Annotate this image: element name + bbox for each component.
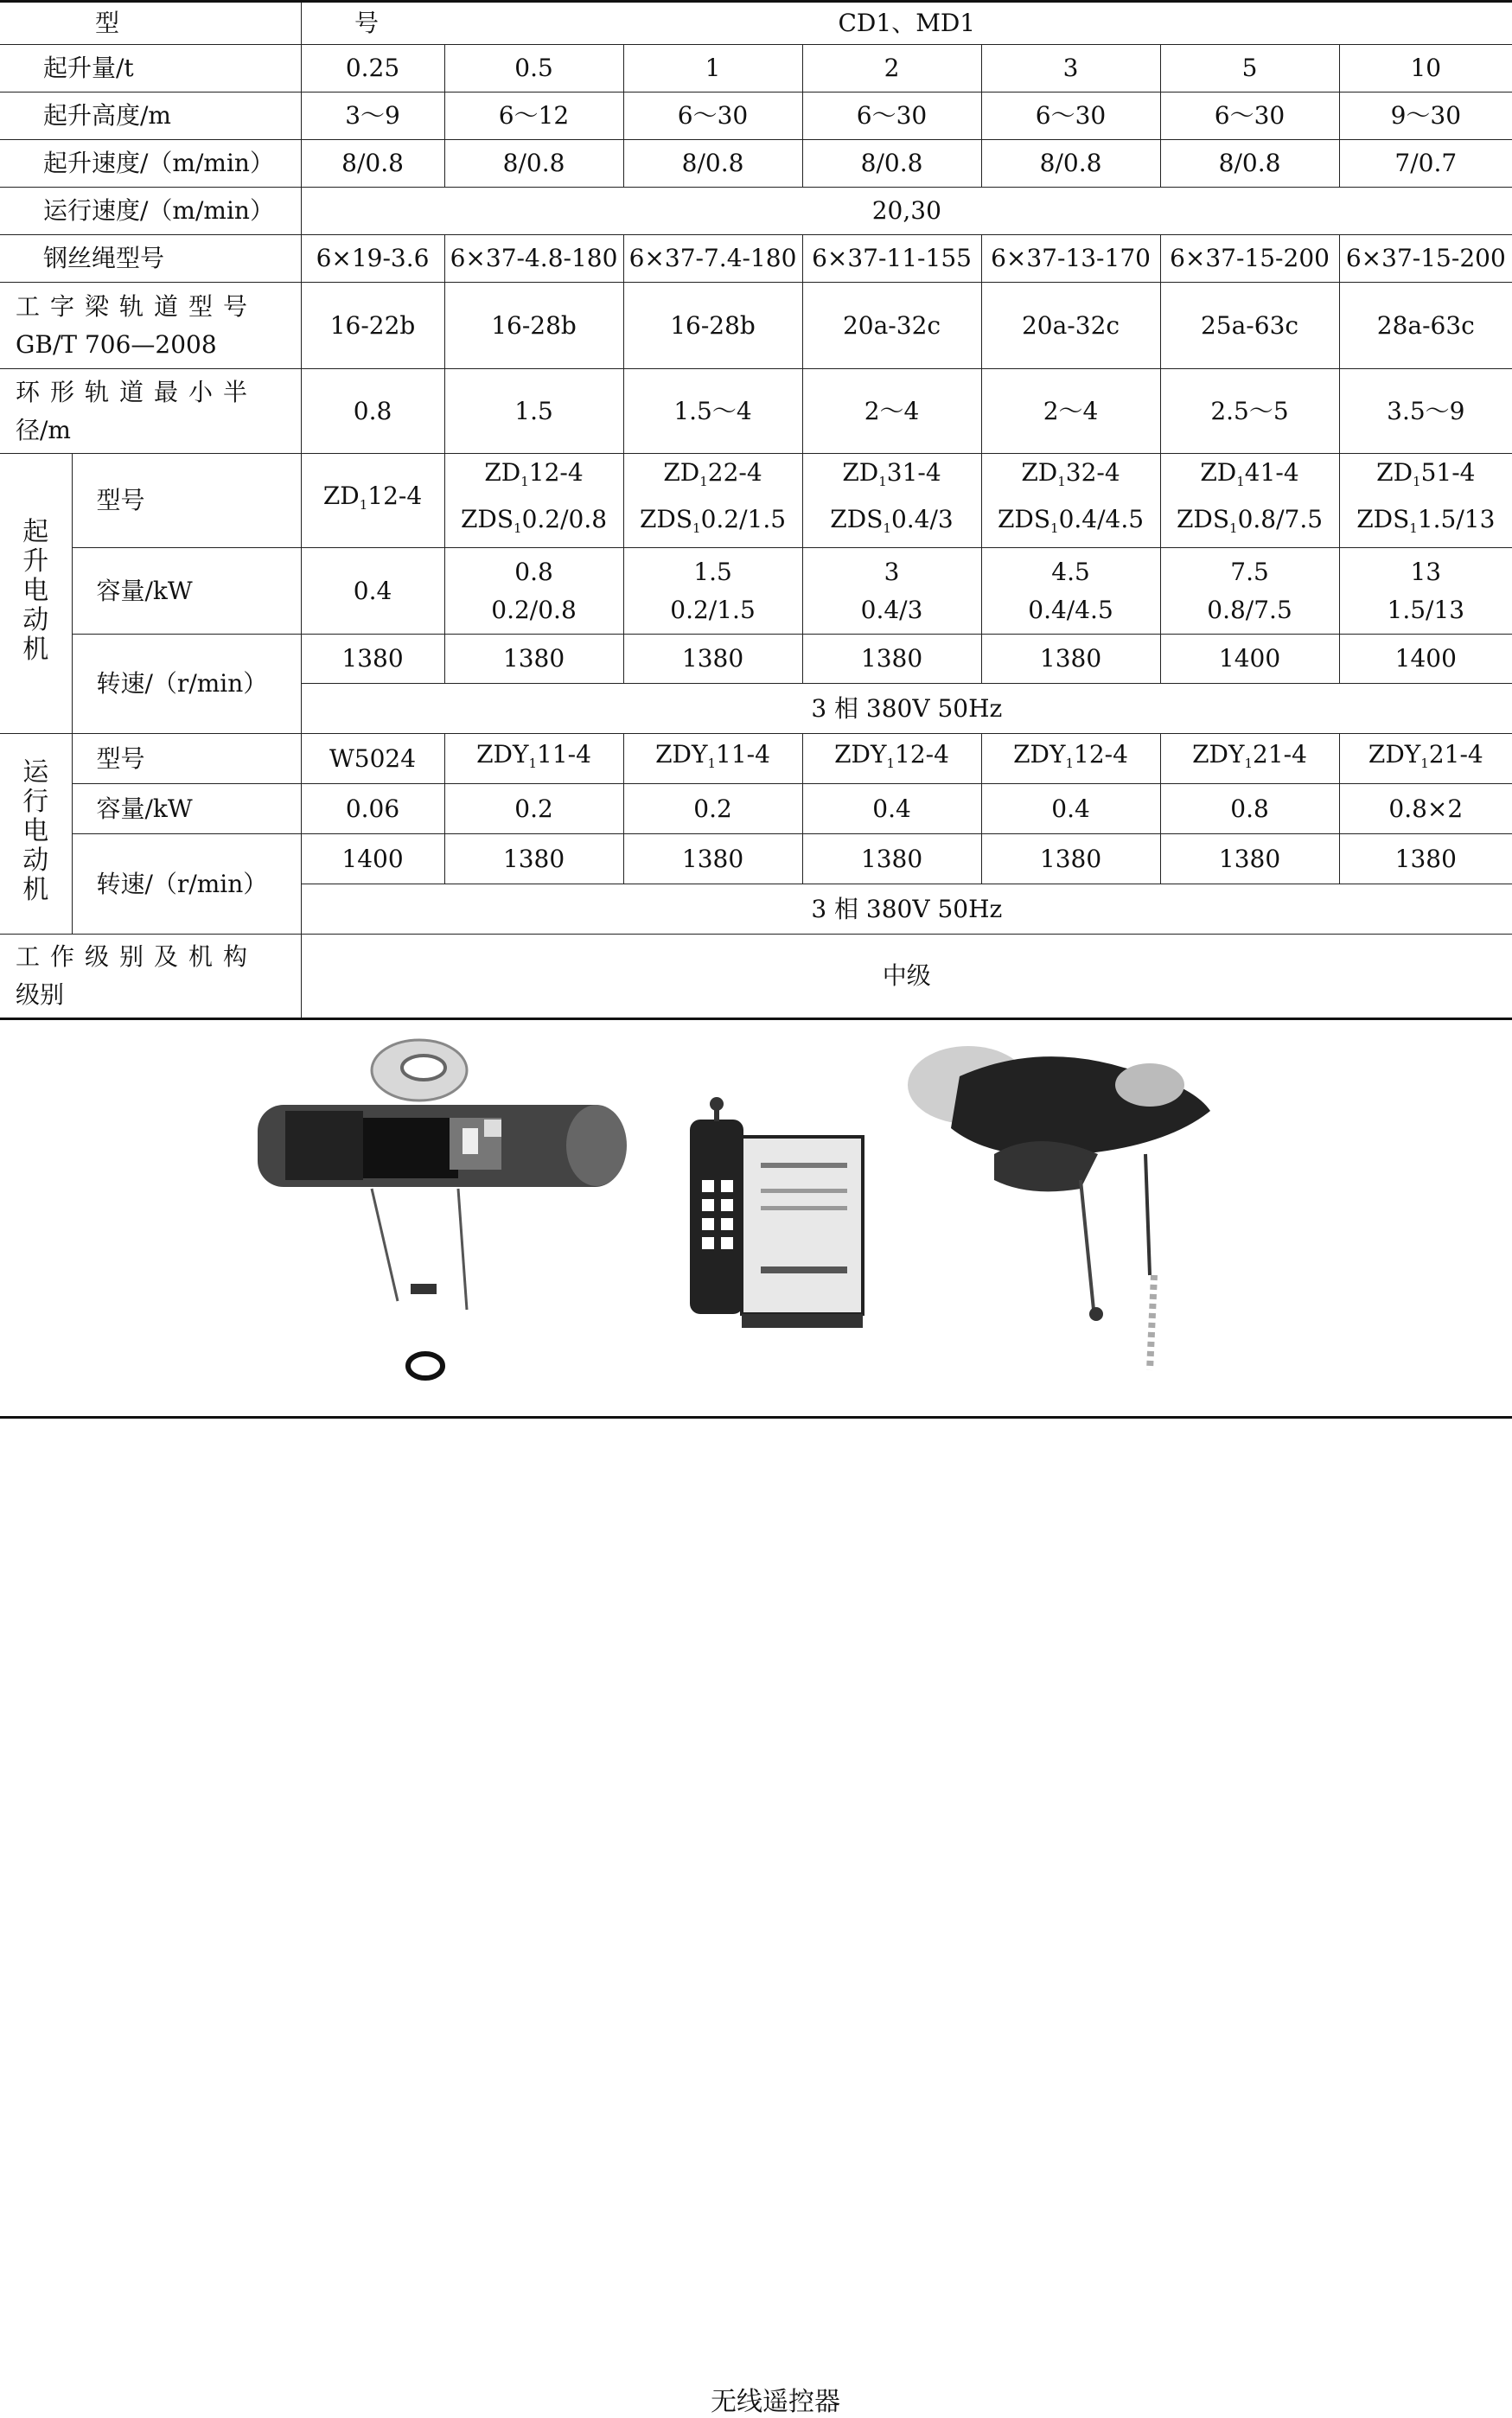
radius-cell-3: 2～4 [802, 369, 981, 454]
lift-speed-cell-3: 8/0.8 [802, 140, 981, 188]
lift-height-cell-4: 6～30 [981, 93, 1160, 140]
lift-motor-power-cell-6: 13 1.5/13 [1339, 548, 1512, 635]
travel-motor-model-cell-3: $ZDY_112-4$ [802, 734, 981, 784]
lift-speed-cell-5: 8/0.8 [1160, 140, 1339, 188]
travel-motor-model-cell-0: W5024 [301, 734, 444, 784]
lift-motor-power-cell-5: 7.5 0.8/7.5 [1160, 548, 1339, 635]
capacity-cell-6: 10 [1339, 45, 1512, 93]
lift-motor-speed-cell-2: 1380 [623, 635, 802, 684]
lift-speed-cell-1: 8/0.8 [444, 140, 623, 188]
ibeam-cell-1: 16-28b [444, 283, 623, 369]
lift-height-label: 起升高度/m [0, 93, 301, 140]
rope-cell-5: 6×37-15-200 [1160, 235, 1339, 283]
ibeam-cell-5: 25a-63c [1160, 283, 1339, 369]
lift-speed-cell-4: 8/0.8 [981, 140, 1160, 188]
capacity-cell-3: 2 [802, 45, 981, 93]
travel-motor-power-cell-4: 0.4 [981, 784, 1160, 834]
lift-speed-cell-6: 7/0.7 [1339, 140, 1512, 188]
radius-cell-1: 1.5 [444, 369, 623, 454]
ibeam-cell-4: 20a-32c [981, 283, 1160, 369]
lift-motor-model-cell-0: $ZD_112-4$ [301, 454, 444, 548]
ibeam-cell-2: 16-28b [623, 283, 802, 369]
lift-motor-power-cell-2: 1.5 0.2/1.5 [623, 548, 802, 635]
lift-motor-speed-label: 转速/（r/min） [72, 635, 301, 734]
lift-height-cell-5: 6～30 [1160, 93, 1339, 140]
lift-speed-cell-2: 8/0.8 [623, 140, 802, 188]
lift-motor-model-label: 型号 [72, 454, 301, 548]
rope-cell-4: 6×37-13-170 [981, 235, 1160, 283]
travel-motor-model-cell-2: $ZDY_111-4$ [623, 734, 802, 784]
capacity-label: 起升量/t [0, 45, 301, 93]
radius-cell-0: 0.8 [301, 369, 444, 454]
travel-motor-power-label: 容量/kW [72, 784, 301, 834]
travel-motor-speed-cell-4: 1380 [981, 834, 1160, 884]
remote-controller-photo [690, 1097, 863, 1328]
travel-motor-model-cell-6: $ZDY_121-4$ [1339, 734, 1512, 784]
capacity-cell-1: 0.5 [444, 45, 623, 93]
capacity-cell-5: 5 [1160, 45, 1339, 93]
photo-strip [0, 1024, 1512, 1422]
spec-table [0, 0, 1512, 1020]
travel-motor-power-cell-5: 0.8 [1160, 784, 1339, 834]
lift-motor-speed-cell-0: 1380 [301, 635, 444, 684]
travel-motor-speed-cell-3: 1380 [802, 834, 981, 884]
lift-speed-cell-0: 8/0.8 [301, 140, 444, 188]
travel-motor-speed-cell-2: 1380 [623, 834, 802, 884]
capacity-cell-4: 3 [981, 45, 1160, 93]
rope-cell-6: 6×37-15-200 [1339, 235, 1512, 283]
travel-motor-power-cell-6: 0.8×2 [1339, 784, 1512, 834]
lift-motor-speed-cell-5: 1400 [1160, 635, 1339, 684]
travel-motor-supply: 3 相 380V 50Hz [301, 884, 1512, 935]
radius-cell-2: 1.5～4 [623, 369, 802, 454]
rope-cell-2: 6×37-7.4-180 [623, 235, 802, 283]
lift-motor-power-cell-0: 0.4 [301, 548, 444, 635]
travel-motor-speed-label: 转速/（r/min） [72, 834, 301, 935]
model-label: 型 号 [0, 2, 301, 45]
bottom-rule [0, 1416, 1512, 1419]
lift-motor-model-cell-1: $ZD_112-4$ $ZDS_10.2/0.8$ [444, 454, 623, 548]
radius-cell-5: 2.5～5 [1160, 369, 1339, 454]
lift-speed-label: 起升速度/（m/min） [0, 140, 301, 188]
lift-height-cell-3: 6～30 [802, 93, 981, 140]
lift-motor-group-label: 起升电动机 [0, 454, 72, 734]
lift-motor-power-cell-1: 0.8 0.2/0.8 [444, 548, 623, 635]
radius-label: 环形轨道最小半 径/m [0, 369, 301, 454]
product-photos [0, 1024, 1512, 2417]
model-value: CD1、MD1 [301, 2, 1512, 45]
travel-motor-power-cell-3: 0.4 [802, 784, 981, 834]
rope-label: 钢丝绳型号 [0, 235, 301, 283]
lift-motor-speed-cell-6: 1400 [1339, 635, 1512, 684]
radius-cell-6: 3.5～9 [1339, 369, 1512, 454]
lift-motor-supply: 3 相 380V 50Hz [301, 684, 1512, 734]
rope-cell-1: 6×37-4.8-180 [444, 235, 623, 283]
travel-speed-value: 20,30 [301, 188, 1512, 235]
lift-motor-model-cell-3: $ZD_131-4$ $ZDS_10.4/3$ [802, 454, 981, 548]
travel-motor-model-label: 型号 [72, 734, 301, 784]
lift-height-cell-2: 6～30 [623, 93, 802, 140]
ibeam-cell-3: 20a-32c [802, 283, 981, 369]
travel-motor-model-cell-5: $ZDY_121-4$ [1160, 734, 1339, 784]
lift-motor-model-cell-6: $ZD_151-4$ $ZDS_11.5/13$ [1339, 454, 1512, 548]
lift-motor-power-cell-4: 4.5 0.4/4.5 [981, 548, 1160, 635]
lift-motor-model-cell-4: $ZD_132-4$ $ZDS_10.4/4.5$ [981, 454, 1160, 548]
lift-motor-model-cell-2: $ZD_122-4$ $ZDS_10.2/1.5$ [623, 454, 802, 548]
duty-value: 中级 [301, 935, 1512, 1019]
lift-height-cell-6: 9～30 [1339, 93, 1512, 140]
lift-height-cell-0: 3～9 [301, 93, 444, 140]
travel-speed-label: 运行速度/（m/min） [0, 188, 301, 235]
travel-motor-power-cell-0: 0.06 [301, 784, 444, 834]
ibeam-cell-0: 16-22b [301, 283, 444, 369]
hoist-side-photo [908, 1046, 1210, 1370]
lift-motor-power-cell-3: 3 0.4/3 [802, 548, 981, 635]
travel-motor-group-label: 运行电动机 [0, 734, 72, 935]
lift-motor-speed-cell-4: 1380 [981, 635, 1160, 684]
rope-cell-0: 6×19-3.6 [301, 235, 444, 283]
radius-cell-4: 2～4 [981, 369, 1160, 454]
capacity-cell-0: 0.25 [301, 45, 444, 93]
travel-motor-power-cell-1: 0.2 [444, 784, 623, 834]
travel-motor-model-cell-4: $ZDY_112-4$ [981, 734, 1160, 784]
ibeam-cell-6: 28a-63c [1339, 283, 1512, 369]
hoist-photo [258, 1040, 627, 1378]
travel-motor-speed-cell-0: 1400 [301, 834, 444, 884]
lift-motor-speed-cell-3: 1380 [802, 635, 981, 684]
lift-height-cell-1: 6～12 [444, 93, 623, 140]
lift-motor-power-label: 容量/kW [72, 548, 301, 635]
travel-motor-speed-cell-5: 1380 [1160, 834, 1339, 884]
duty-label: 工作级别及机构 级别 [0, 935, 301, 1019]
travel-motor-model-cell-1: $ZDY_111-4$ [444, 734, 623, 784]
rope-cell-3: 6×37-11-155 [802, 235, 981, 283]
lift-motor-speed-cell-1: 1380 [444, 635, 623, 684]
ibeam-label: 工字梁轨道型号 GB/T 706—2008 [0, 283, 301, 369]
travel-motor-power-cell-2: 0.2 [623, 784, 802, 834]
travel-motor-speed-cell-1: 1380 [444, 834, 623, 884]
capacity-cell-2: 1 [623, 45, 802, 93]
remote-caption: 无线遥控器 [711, 2387, 840, 2417]
lift-motor-model-cell-5: $ZD_141-4$ $ZDS_10.8/7.5$ [1160, 454, 1339, 548]
travel-motor-speed-cell-6: 1380 [1339, 834, 1512, 884]
